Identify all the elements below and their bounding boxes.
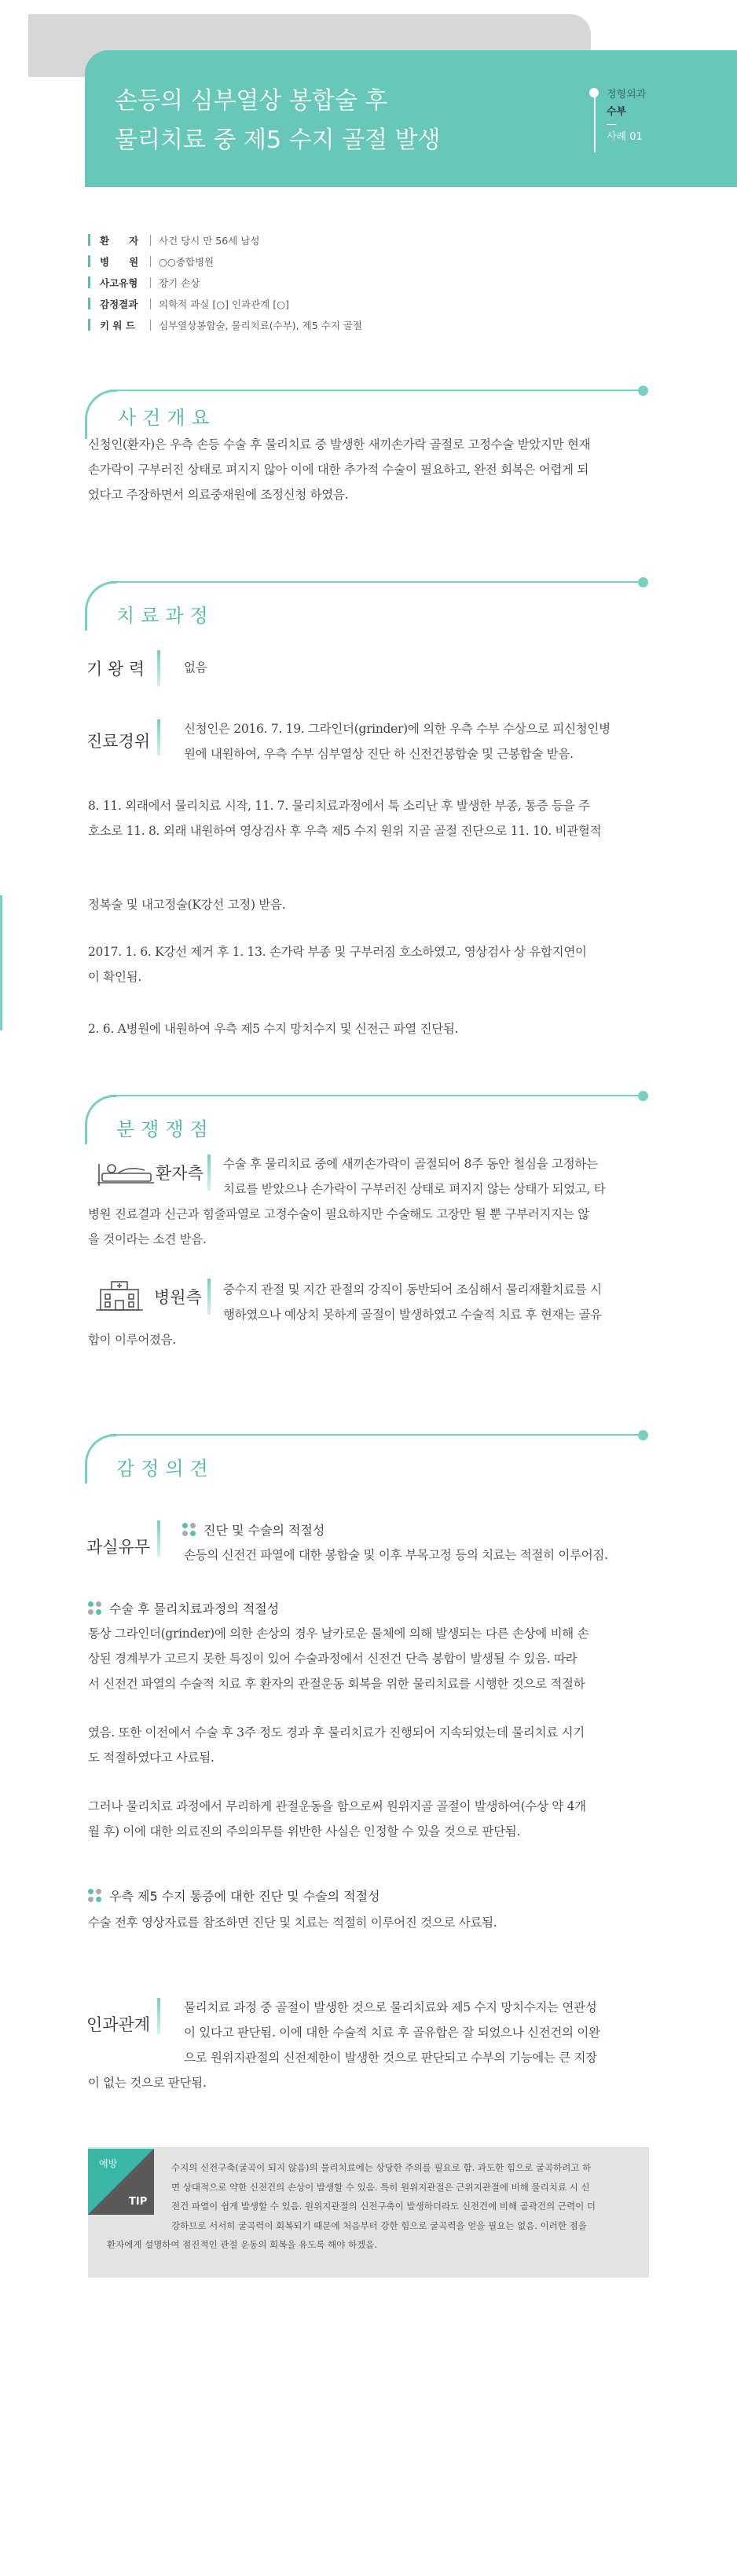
section-dot-icon [638,1430,648,1440]
label-bar [157,719,160,756]
tip-text-last: 환자에게 설명하여 점진적인 관절 운동의 회복을 유도록 해야 하겠음. [107,2239,377,2250]
sub-heading: 진단 및 수술의 적절성 [182,1520,324,1539]
info-row [88,272,362,293]
course-text: 8. 11. 외래에서 물리치료 시작, 11. 7. 물리치료과정에서 툭 소리난 후 발생한 부종, 통증 등을 주 호소로 11. 8. 외래 내원하여 영상검사 후 우측 제5 수지 원위 지골 골절 진단으로 11. 10. 비관혈적 [88,799,602,838]
section-rule [110,390,643,391]
region-label: 수부 [607,106,627,118]
history-value: 없음 [184,660,207,675]
causal-label: 인과관계 [86,2015,151,2034]
section-dot-icon [638,577,648,587]
course-text: 2. 6. A병원에 내원하여 우측 제5 수지 망치수지 및 신전근 파열 진단됨. [88,1022,459,1036]
sub2-text: 그러나 물리치료 과정에서 무리하게 관절운동을 함으로써 원위지골 골절이 발생하여(수상 약 4개 월 후) 이에 대한 의료진의 주의의무를 위반한 사실은 인정할 수 있을 것으로 판단됨. [88,1799,586,1839]
sub2-text: 였음. 또한 이전에서 수술 후 3주 정도 경과 후 물리치료가 진행되어 지속되었는데 물리치료 시기 도 적절하였다고 사료됨. [88,1725,585,1765]
info-value: ○○종합병원 [159,255,214,268]
section-dot-icon [638,1091,648,1101]
dept-label: 정형외과 [607,89,647,101]
tip-label-1: 예방 [99,2158,118,2169]
patient-text: 수술 후 물리치료 중에 새끼손가락이 골절되어 8주 동안 철심을 고정하는 치료를 받았으나 손가락이 구부러진 상태로 펴지지 않는 상태가 되었고, 타 [223,1157,606,1196]
case-number: 사례 01 [607,131,643,143]
section-curve [85,1095,117,1144]
tip-label-2: TIP [129,2196,148,2208]
page-edge-mark [0,895,2,1030]
case-info [88,229,362,335]
label-bar [157,650,160,686]
info-label: 병 원 [100,255,139,268]
label-bar [157,1998,160,2034]
hospital-text-cont: 합이 이루어졌음. [88,1333,176,1347]
category-tag [607,86,646,146]
sub-heading: 우측 제5 수지 통증에 대한 진단 및 수술의 적절성 [88,1886,380,1905]
section-rule [110,581,643,583]
dots-icon [88,1601,101,1615]
dots-icon [182,1523,196,1536]
history-label: 기 왕 력 [86,660,145,679]
section-rule [110,1095,643,1096]
dash-divider: — [607,119,617,130]
section-dot-icon [638,386,648,396]
info-value: 심부열상봉합술, 물리치료(수부), 제5 수지 골절 [159,319,362,331]
section-curve [85,1434,117,1484]
page-title [115,82,441,160]
tip-text: 수지의 신전구축(굴곡이 되지 않음)의 물리치료에는 상당한 주의를 필요로 함. 과도한 힘으로 굴곡하려고 하 면 상대적으로 약한 신전건의 손상이 발생할 수 있음. 특히 원위지관절은 근위지관절에 비해 물리치료 시 신 전건 파열이 쉽게 발생할 수 있음. 원위지관절의 신전구축이 발생하더라도 신전건에 비해 골곽건의 근력이 더 강하므로 서서히 굴곡력이 회복되기 때문에 처음부터 강한 힘으로 굴곡력을 얻을 필요는 없음. 이러한 점을 [171,2162,596,2231]
course-text: 정복술 및 내고정술(K강선 고정) 받음. [88,898,286,912]
section-rule [110,1434,643,1436]
sub-heading: 수술 후 물리치료과정의 적절성 [88,1599,279,1617]
overview-text: 신청인(환자)은 우측 손등 수술 후 물리치료 중 발생한 새끼손가락 골절로 고정수술 받았지만 현재 손가락이 구부러진 상태로 펴지지 않아 이에 대한 추가적 수술이 필요하고, 완전 회복은 어렵게 되 었다고 주장하면서 의료중재원에 조정신청 하였음. [88,437,591,502]
patient-text-cont: 병원 진료결과 신근과 힘줄파열로 고정수술이 필요하지만 수술해도 고장만 될 뿐 구부러지지는 않 을 것이라는 소견 받음. [88,1207,589,1246]
side-dot-icon [589,88,599,97]
info-value: 의학적 과실 [○] 인과관계 [○] [159,298,289,310]
dots-icon [88,1889,101,1902]
patient-label: 환자측 [156,1164,204,1183]
course-text: 2017. 1. 6. K강선 제거 후 1. 13. 손가락 부종 및 구부러짐 호소하였고, 영상검사 상 유합지연이 이 확인됨. [88,945,587,984]
sub1-text: 손등의 신전건 파열에 대한 봉합술 및 이후 부목고정 등의 치료는 적절히 이루어짐. [184,1548,608,1562]
sub3-text: 수술 전후 영상자료를 참조하면 진단 및 치료는 적절히 이루어진 것으로 사료됨. [88,1916,497,1930]
info-label: 감정결과 [100,298,138,310]
section-title-opinion: 감정의견 [116,1458,214,1480]
info-label: 키 워 드 [100,319,135,331]
info-row [88,314,362,335]
patient-bed-icon [94,1156,157,1187]
label-bar [207,1154,211,1191]
section-title-overview: 사건개요 [118,407,216,429]
title-line-1: 손등의 심부열상 봉합술 후 [115,87,388,115]
info-row [88,293,362,314]
info-row [88,229,362,251]
info-label: 사고유형 [100,276,138,289]
info-value: 장기 손상 [159,276,200,289]
info-value: 사건 당시 만 56세 남성 [159,234,260,247]
course-label: 진료경위 [86,732,151,751]
section-title-treatment: 치료과정 [116,605,214,627]
hospital-icon [94,1279,145,1313]
causal-text: 물리치료 과정 중 골절이 발생한 것으로 물리치료와 제5 수지 망치수지는 연관성 이 있다고 판단됨. 이에 대한 수술적 치료 후 골유합은 잘 되었으나 신전건의 이완 으로 원위지관절의 신전제한이 발생한 것으로 판단되고 수부의 기능에는 큰 지장 [184,2000,600,2065]
sub2-text: 통상 그라인더(grinder)에 의한 손상의 경우 날카로운 물체에 의해 발생되는 다른 손상에 비해 손 상된 경계부가 고르지 못한 특징이 있어 수술과정에서 신전건 단측 봉합이 발생될 수 있음. 따라 서 신전건 파열의 수술적 치료 후 환자의 관절운동 회복을 위한 물리치료를 시행한 것으로 적절하 [88,1626,589,1691]
hospital-label: 병원측 [154,1288,202,1307]
section-curve [85,581,117,631]
label-bar [157,1520,160,1557]
causal-text-cont: 이 없는 것으로 판단됨. [88,2076,207,2090]
course-text-first: 신청인은 2016. 7. 19. 그라인더(grinder)에 의한 우측 수부 수상으로 피신청인병 원에 내원하여, 우측 수부 심부열상 진단 하 신전건봉합술 및 근봉합술 받음. [184,722,610,761]
info-row [88,251,362,272]
label-bar [207,1279,211,1315]
section-title-dispute: 분쟁쟁점 [116,1118,214,1140]
side-rule [594,93,596,152]
hospital-text: 중수지 관절 및 지간 관절의 강직이 동반되어 조심해서 물리재활치료를 시 행하였으나 예상치 못하게 골절이 발생하였고 수술적 치료 후 현재는 골유 [223,1283,602,1322]
title-line-2: 물리치료 중 제5 수지 골절 발생 [115,126,441,154]
fault-label: 과실유무 [86,1538,151,1557]
info-label: 환 자 [100,234,139,247]
